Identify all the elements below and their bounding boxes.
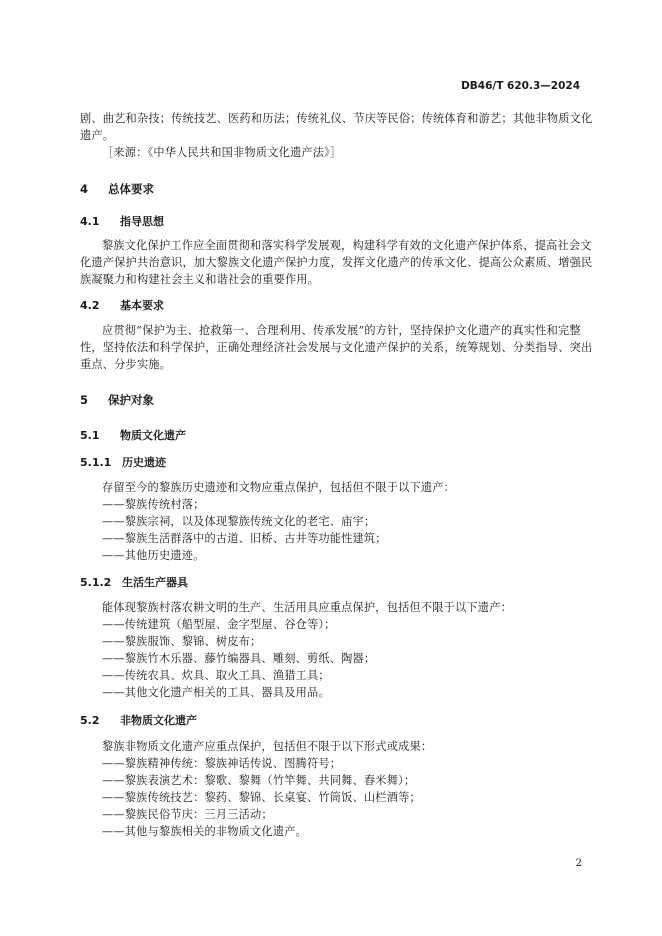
list-item: ——黎族服饰、黎锦、树皮布；: [102, 635, 262, 648]
continued-text-line: 遗产。: [80, 129, 115, 142]
paragraph-line: 黎族非物质文化遗产应重点保护，包括但不限于以下形式或成果：: [102, 740, 433, 753]
list-item: ——黎族生活群落中的古道、旧桥、古井等功能性建筑；: [102, 532, 387, 545]
paragraph-line: 性，坚持依法和科学保护，正确处理经济社会发展与文化遗产保护的关系，统筹规划、分类指导、突出: [80, 341, 593, 354]
paragraph-line: 族凝聚力和构建社会主义和谐社会的重要作用。: [80, 273, 320, 286]
section-number: 4: [80, 182, 89, 196]
section-number: 4.1: [80, 215, 100, 228]
section-heading-5-2: [80, 712, 197, 728]
section-heading-5: [80, 392, 154, 408]
section-number: 5.1: [80, 429, 100, 442]
section-title: 物质文化遗产: [120, 429, 186, 442]
list-item: ——黎族民俗节庆：三月三活动；: [102, 808, 273, 821]
section-title: 保护对象: [108, 393, 154, 407]
section-number: 5: [80, 393, 89, 407]
list-item: ——传统建筑（船型屋、金字型屋、谷仓等）；: [102, 618, 336, 631]
paragraph-line: 化遗产保护共治意识，加大黎族文化遗产保护力度，发挥文化遗产的传承文化、提高公众素质、增强民: [80, 256, 593, 269]
list-item: ——其他历史遗迹。: [102, 549, 205, 562]
list-item: ——黎族传统技艺：黎药、黎锦、长桌宴、竹筒饭、山栏酒等；: [102, 791, 421, 804]
source-note: ［来源：《中华人民共和国非物质文化遗产法》］: [102, 146, 342, 159]
section-number: 5.1.1: [80, 456, 112, 469]
list-item: ——黎族精神传统：黎族神话传说、图腾符号；: [102, 757, 342, 770]
list-item: ——黎族传统村落；: [102, 498, 205, 511]
list-item: ——黎族宗祠，以及体现黎族传统文化的老宅、庙宇；: [102, 515, 376, 528]
section-number: 4.2: [80, 299, 100, 312]
section-number: 5.1.2: [80, 576, 112, 589]
section-heading-4: [80, 181, 154, 197]
list-item: ——传统农具、炊具、取火工具、渔猎工具；: [102, 669, 330, 682]
section-heading-5-1-2: [80, 574, 188, 590]
section-title: 生活生产器具: [122, 576, 188, 589]
paragraph-line: 应贯彻“保护为主、抢救第一、合理利用、传承发展”的方针，坚持保护文化遗产的真实性和完整: [102, 324, 581, 337]
continued-text-line: 剧、曲艺和杂技；传统技艺、医药和历法；传统礼仪、节庆等民俗；传统体育和游艺；其他非物质文化: [80, 112, 593, 125]
section-title: 非物质文化遗产: [120, 714, 197, 727]
section-heading-5-1: [80, 427, 186, 443]
document-number: DB46/T 620.3—2024: [461, 80, 580, 92]
section-title: 总体要求: [108, 182, 154, 196]
list-item: ——黎族表演艺术：黎歌、黎舞（竹竿舞、共同舞、舂米舞）；: [102, 774, 416, 787]
section-heading-5-1-1: [80, 454, 166, 470]
paragraph-line: 能体现黎族村落农耕文明的生产、生活用具应重点保护，包括但不限于以下遗产：: [102, 601, 512, 614]
section-title: 指导思想: [120, 215, 164, 228]
list-item: ——其他与黎族相关的非物质文化遗产。: [102, 825, 307, 838]
page-number: 2: [575, 858, 582, 869]
list-item: ——其他文化遗产相关的工具、器具及用品。: [102, 686, 330, 699]
paragraph-line: 黎族文化保护工作应全面贯彻和落实科学发展观，构建科学有效的文化遗产保护体系，提高社会文: [102, 239, 592, 252]
section-heading-4-1: [80, 213, 164, 229]
section-title: 基本要求: [120, 299, 164, 312]
list-item: ——黎族竹木乐器、藤竹编器具、雕刻、剪纸、陶器；: [102, 652, 376, 665]
paragraph-line: 存留至今的黎族历史遗迹和文物应重点保护，包括但不限于以下遗产：: [102, 481, 456, 494]
paragraph-line: 重点、分步实施。: [80, 358, 172, 371]
section-number: 5.2: [80, 714, 100, 727]
section-heading-4-2: [80, 297, 164, 313]
section-title: 历史遗迹: [122, 456, 166, 469]
